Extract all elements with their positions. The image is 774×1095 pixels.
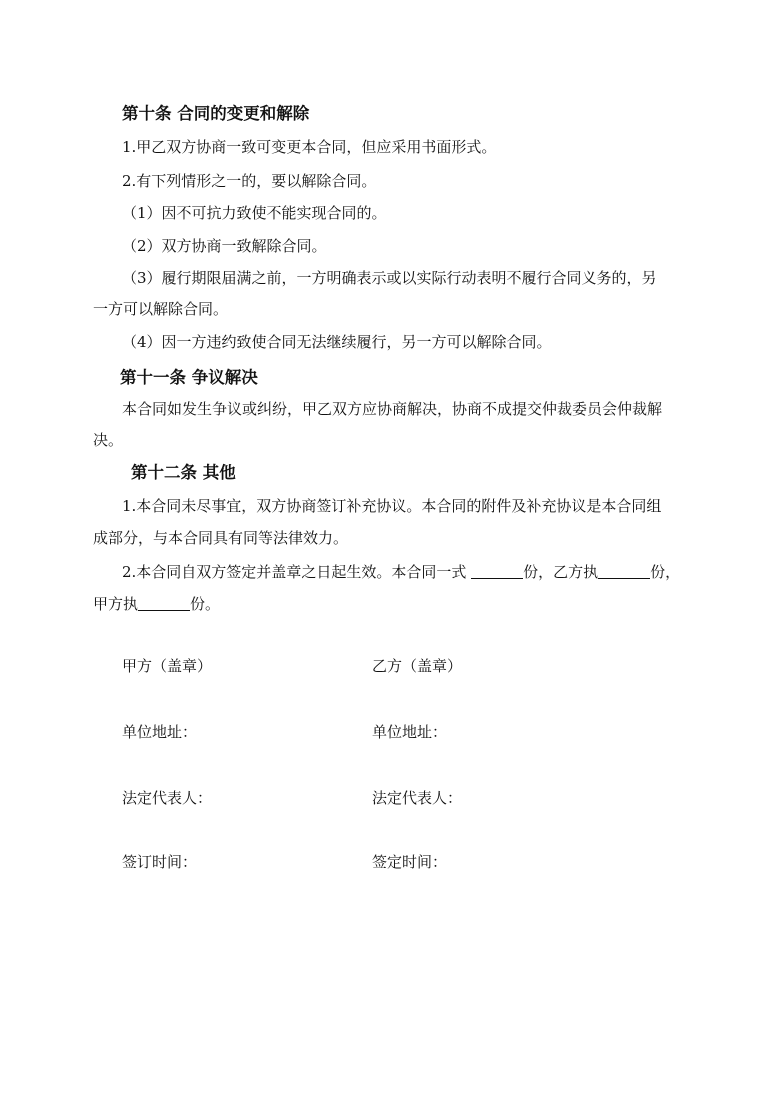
article-12-paragraph-1-line-2: 成部分，与本合同具有同等法律效力。	[93, 529, 349, 547]
copies-total-text: 2.本合同自双方签定并盖章之日起生效。本合同一式	[122, 563, 472, 581]
party-a-seal: 甲方（盖章）	[122, 657, 213, 675]
article-10-paragraph-1: 1.甲乙双方协商一致可变更本合同，但应采用书面形式。	[122, 138, 497, 156]
article-11-paragraph-line-1: 本合同如发生争议或纠纷，甲乙双方应协商解决，协商不成提交仲裁委员会仲裁解	[122, 400, 663, 418]
article-10-paragraph-2: 2.有下列情形之一的，要以解除合同。	[122, 172, 377, 190]
party-a-sign-time-label: 签订时间：	[122, 853, 198, 871]
copies-party-a-blank	[138, 594, 190, 611]
article-11-paragraph-line-2: 决。	[93, 431, 124, 449]
copies-party-b-unit: 份，	[650, 563, 681, 581]
copies-total-blank	[471, 562, 523, 579]
copies-party-b-blank	[598, 562, 650, 579]
article-10-item-3-line-1: （3）履行期限届满之前，一方明确表示或以实际行动表明不履行合同义务的，另	[122, 269, 657, 287]
article-10-item-2: （2）双方协商一致解除合同。	[122, 237, 327, 255]
article-12-paragraph-1-line-1: 1.本合同未尽事宜，双方协商签订补充协议。本合同的附件及补充协议是本合同组	[122, 497, 662, 515]
article-10-heading: 第十条 合同的变更和解除	[122, 104, 310, 123]
article-10-item-1: （1）因不可抗力致使不能实现合同的。	[122, 204, 387, 222]
party-a-legal-rep-label: 法定代表人：	[122, 789, 213, 807]
article-12-paragraph-2-line-2	[93, 593, 220, 614]
article-10-item-3-line-2: 一方可以解除合同。	[93, 300, 229, 318]
copies-party-a-text: 甲方执	[93, 595, 139, 613]
copies-party-b-text: 份，乙方执	[523, 563, 599, 581]
article-10-item-4: （4）因一方违约致使合同无法继续履行，另一方可以解除合同。	[122, 333, 552, 351]
party-b-address-label: 单位地址：	[372, 723, 448, 741]
party-b-seal: 乙方（盖章）	[372, 657, 463, 675]
party-a-address-label: 单位地址：	[122, 723, 198, 741]
article-11-heading: 第十一条 争议解决	[120, 368, 258, 387]
article-12-heading: 第十二条 其他	[131, 463, 236, 482]
article-12-paragraph-2-line-1	[122, 561, 680, 582]
party-b-legal-rep-label: 法定代表人：	[372, 789, 463, 807]
party-b-sign-time-label: 签定时间：	[372, 853, 448, 871]
copies-party-a-unit: 份。	[190, 595, 221, 613]
